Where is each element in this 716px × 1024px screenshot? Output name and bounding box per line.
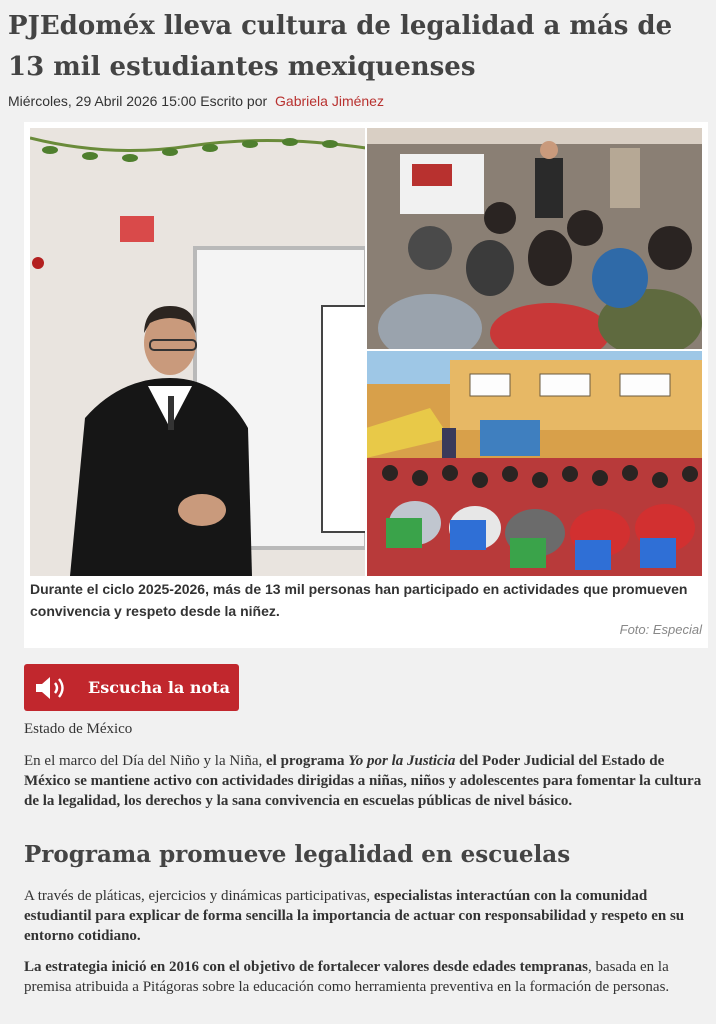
- dateline: Estado de México: [24, 721, 133, 737]
- paragraph-1-bold-a: el programa: [266, 753, 345, 769]
- article-photo-collage: [30, 128, 702, 576]
- article-title: PJEdoméx lleva cultura de legalidad a más de 13 mil estudiantes mexiquenses: [8, 11, 673, 82]
- article-meta: [8, 93, 384, 109]
- photo-caption: Durante el ciclo 2025-2026, más de 13 mil personas han participado en actividades que promueven convivencia y respeto desde la niñez.: [30, 581, 688, 619]
- paragraph-1-bold-b: del Poder Judicial del Estado de México se mantiene activo con actividades dirigidas a niñas, niños y adolescentes para fomentar la cultura de la legalidad, los derechos y la sana convivencia en escuelas públicas de nivel básico.: [24, 753, 702, 809]
- paragraph-1-lead: En el marco del Día del Niño y la Niña,: [24, 753, 263, 769]
- author-link[interactable]: Gabriela Jiménez: [275, 93, 384, 109]
- article-figure: [24, 122, 708, 648]
- photo-collage-image: [30, 128, 702, 576]
- listen-button-label: Escucha la nota: [88, 678, 230, 697]
- article-paragraph-3: [24, 957, 714, 997]
- article-paragraph-1: [24, 751, 714, 811]
- program-name: Yo por la Justicia: [348, 753, 456, 769]
- listen-button[interactable]: [24, 664, 239, 711]
- article-date: Miércoles, 29 Abril 2026 15:00 Escrito por: [8, 93, 268, 109]
- photo-credit: Foto: Especial: [619, 622, 702, 637]
- paragraph-2-lead: A través de pláticas, ejercicios y dinámicas participativas,: [24, 888, 371, 904]
- paragraph-3-bold: La estrategia inició en 2016 con el objetivo de fortalecer valores desde edades tempranas: [24, 959, 588, 975]
- paragraph-3-rest: , basada en la premisa atribuida a Pitágoras sobre la educación como herramienta preventiva en la formación de personas.: [24, 959, 670, 995]
- paragraph-2-bold: especialistas interactúan con la comunidad estudiantil para explicar de forma sencilla la importancia de actuar con responsabilidad y respeto en su entorno cotidiano.: [24, 888, 685, 944]
- article-subheading: Programa promueve legalidad en escuelas: [24, 841, 571, 868]
- article-paragraph-2: [24, 886, 714, 946]
- speaker-icon: [34, 675, 68, 701]
